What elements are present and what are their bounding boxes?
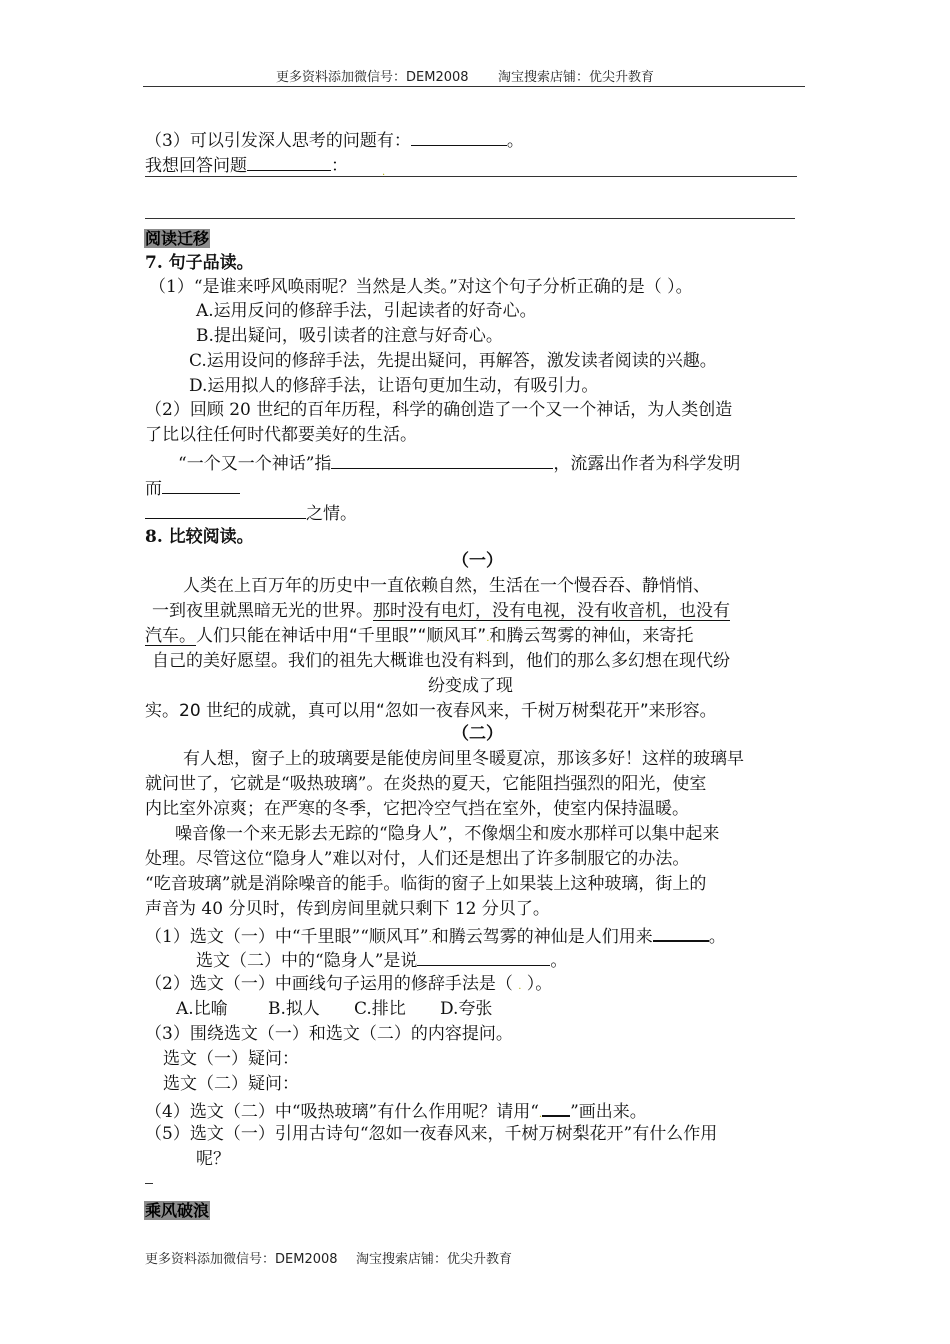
q8-4-mark-sample [542, 1097, 570, 1117]
q7-blank-3[interactable] [145, 500, 306, 519]
answer-label: 我想回答问题 [145, 156, 247, 176]
passage-2-line7: 声音为 40 分贝时，传到房间里就只剩下 12 分贝了。 [145, 899, 550, 919]
section-title-ride-wind: 乘风破浪 [145, 1201, 210, 1220]
q7-part2-line1: （2）回顾 20 世纪的百年历程，科学的确创造了一个又一个神话，为人类创造 [145, 400, 733, 420]
q8-4-line: （4）选文（二）中“吸热玻璃”有什么作用呢？请用“. ”画出来。 [145, 1097, 647, 1127]
q7-part2-line2: 了比以往任何时代都要美好的生活。 [145, 425, 417, 445]
q7-blank-2[interactable] [162, 475, 240, 494]
underlined-sentence-1: 那时没有电灯，没有电视，没有收音机，也没有 [373, 601, 730, 621]
answer-line-1[interactable] [145, 176, 797, 177]
passage-1-line6: 实。20 世纪的成就，真可以用“忽如一夜春风来，千树万树梨花开”来形容。 [145, 701, 717, 721]
answer-number-blank[interactable] [247, 152, 331, 171]
underlined-sentence-2: 汽车。 [145, 626, 196, 646]
passage-1-line5: 纷变成了现 [428, 676, 513, 696]
q7-part1: （1）“是谁来呼风唤雨呢？当然是人类。”对这个句子分析正确的是（ ）。 [149, 277, 693, 297]
q8-2-option-b[interactable]: B.拟人 [268, 999, 320, 1019]
q7-option-c[interactable]: C.运用设问的修辞手法，先提出疑问，再解答，激发读者阅读的兴趣。 [189, 351, 717, 371]
answer-line [145, 152, 348, 178]
q8-1-blank-2[interactable] [417, 947, 550, 966]
q7-fill-line3 [145, 500, 357, 526]
passage-1-line2: 一到夜里就黑暗无光的世界。那时没有电灯，没有电视，没有收音机，也没有 [152, 601, 730, 621]
q7-title: 7. 句子品读。 [145, 253, 254, 273]
passage-2-line5: 处理。尽管这位“隐身人”难以对付，人们还是想出了许多制服它的办法。 [145, 849, 690, 869]
q8-2-option-d[interactable]: D.夸张 [440, 999, 493, 1019]
q8-1-line: （1）选文（一）中“千里眼”“顺风耳”.和腾云驾雾的神仙是人们用来 。 [145, 922, 726, 952]
q7-fill-line [178, 450, 740, 476]
q7-option-d[interactable]: D.运用拟人的修辞手法，让语句更加生动，有吸引力。 [189, 376, 599, 396]
passage-2-line3: 内比室外凉爽；在严寒的冬季，它把冷空气挡在室外，使室内保持温暖。 [145, 799, 689, 819]
header-shop: 淘宝搜索店铺：优尖升教育 [498, 70, 655, 85]
q3-end: 。 [506, 131, 524, 151]
q8-3-question-1[interactable]: 选文（一）疑问： [163, 1049, 299, 1069]
q8-2-option-c[interactable]: C.排比 [354, 999, 406, 1019]
q7-option-b[interactable]: B.提出疑问，吸引读者的注意与好奇心。 [196, 326, 503, 346]
q7-fill-line2 [145, 475, 240, 501]
q8-title: 8. 比较阅读。 [145, 527, 254, 547]
passage-2-line2: 就问世了，它就是“吸热玻璃”。在炎热的夏天，它能阻挡强烈的阳光，使室 [145, 774, 707, 794]
header-rule [143, 86, 805, 87]
passage-1-line1: 人类在上百万年的历史中一直依赖自然，生活在一个慢吞吞、静悄悄、 [183, 576, 710, 596]
q7-fill-c: 而 [145, 479, 162, 499]
passage-2-line4: 噪音像一个来无影去无踪的“隐身人”，不像烟尘和废水那样可以集中起来 [175, 824, 720, 844]
q8-1-blank-1[interactable] [653, 922, 709, 942]
answer-line-2[interactable] [145, 218, 795, 219]
passage-1-line4: 自己的美好愿望。我们的祖先大概谁也没有料到，他们的那么多幻想在现代纷 [152, 651, 730, 671]
q7-fill-d: 之情。 [306, 504, 357, 524]
q8-1-line2: 选文（二）中的“隐身人”是说 。 [196, 947, 567, 973]
small-dash [145, 1183, 153, 1184]
q8-2-option-a[interactable]: A.比喻 [176, 999, 228, 1019]
passage-1-title: （一） [452, 551, 503, 571]
q7-blank-1[interactable] [331, 450, 553, 469]
answer-colon: ： [331, 156, 348, 176]
q8-2-line: （2）选文（一）中画线句子运用的修辞手法是（ . ）。 [145, 974, 553, 994]
header-wechat: 更多资料添加微信号：DEM2008 [276, 70, 469, 85]
footer-wechat: 更多资料添加微信号：DEM2008 [145, 1252, 338, 1267]
q8-3-question-2[interactable]: 选文（二）疑问： [163, 1074, 299, 1094]
passage-2-title: （二） [452, 724, 503, 744]
q7-option-a[interactable]: A.运用反问的修辞手法，引起读者的好奇心。 [196, 301, 537, 321]
q8-3-line: （3）围绕选文（一）和选文（二）的内容提问。 [145, 1024, 513, 1044]
q8-5-line2: 呢？ [196, 1149, 230, 1169]
section-title-reading-transfer: 阅读迁移 [145, 229, 210, 248]
q7-fill-a: “一个又一个神话”指 [178, 454, 332, 474]
marker-dot: . [382, 167, 386, 178]
q8-2-options [176, 997, 520, 1021]
q7-fill-b: ，流露出作者为科学发明 [553, 454, 741, 474]
passage-2-line6: “吃音玻璃”就是消除噪音的能手。临街的窗子上如果装上这种玻璃，街上的 [145, 874, 707, 894]
footer-shop: 淘宝搜索店铺：优尖升教育 [356, 1252, 513, 1267]
q8-2-answer-slot[interactable]: . [518, 981, 522, 992]
q8-5-line: （5）选文（一）引用古诗句“忽如一夜春风来，千树万树梨花开”有什么作用 [145, 1124, 718, 1144]
q3-text: （3）可以引发深人思考的问题有： [145, 131, 411, 151]
passage-2-line1: 有人想，窗子上的玻璃要是能使房间里冬暖夏凉，那该多好！这样的玻璃早 [183, 749, 744, 769]
passage-1-line3: 汽车。人们只能在神话中用“千里眼”“顺风耳”.和腾云驾雾的神仙，来寄托 [145, 626, 694, 646]
q3-line [145, 127, 524, 153]
q3-blank[interactable] [411, 127, 507, 146]
